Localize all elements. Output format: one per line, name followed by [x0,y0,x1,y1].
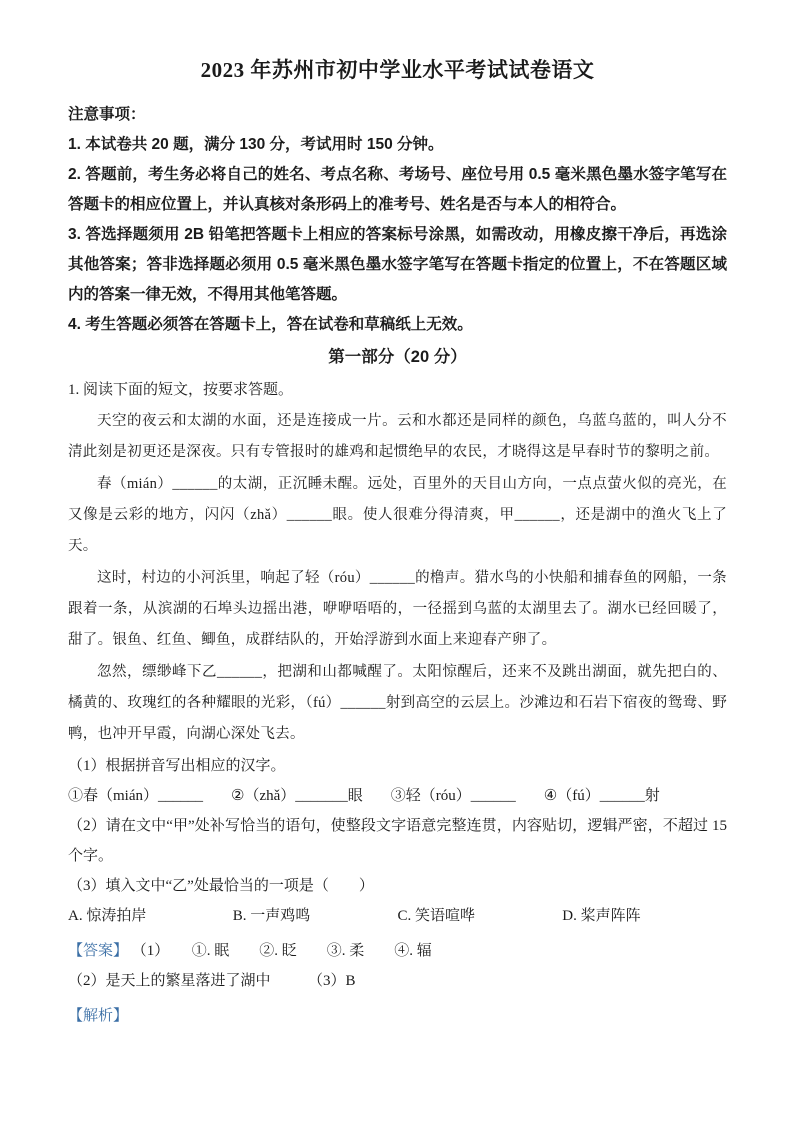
passage-paragraph-1: 天空的夜云和太湖的水面，还是连接成一片。云和水都还是同样的颜色，乌蓝乌蓝的，叫人分不清此刻是初更还是深夜。只有专管报时的雄鸡和起惯绝早的农民，才晓得这是早春时节的黎明之前。 [68,413,727,460]
page-title: 2023 年苏州市初中学业水平考试试卷语文 [200,58,595,82]
option-a: A. 惊涛拍岸 [68,908,147,924]
notice-heading: 注意事项： [68,106,146,123]
passage-paragraph-3: 这时，村边的小河浜里，响起了轻（róu）______的橹声。猎水鸟的小快船和捕春鱼的网船，一条跟着一条，从滨湖的石埠头边摇出港，咿咿唔唔的，一径摇到乌蓝的太湖里去了。湖水已经回暖了，甜了。银鱼、红鱼、鲫鱼，成群结队的，开始浮游到水面上来迎春产卵了。 [68,570,727,648]
answer-content-1: （1） ①. 眠 ②. 眨 ③. 柔 ④. 辐 [131,943,432,959]
answer-line-2: （2）是天上的繁星落进了湖中 （3）B [68,973,356,989]
option-c: C. 笑语喧哗 [397,908,476,924]
analysis-label-line [68,1001,727,1031]
notice-item-4: 4. 考生答题必须答在答题卡上，答在试卷和草稿纸上无效。 [68,316,473,333]
option-d: D. 桨声阵阵 [562,908,641,924]
passage-paragraph-4: 忽然，缥缈峰下乙______，把湖和山都喊醒了。太阳惊醒后，还来不及跳出湖面，就先把白的、橘黄的、玫瑰红的各种耀眼的光彩，（fú）______射到高空的云层上。沙滩边和石岩下宿夜的鸳鸯、野鸭，也冲开早霞，向湖心深处飞去。 [68,664,727,742]
notice-item-3: 3. 答选择题须用 2B 铅笔把答题卡上相应的答案标号涂黑，如需改动，用橡皮擦干净后，再选涂其他答案；答非选择题必须用 0.5 毫米黑色墨水签字笔写在答题卡指定的位置上，不在答题区域内的答案一律无效，不得用其他笔答题。 [68,226,727,303]
section-heading: 第一部分（20 分） [328,348,467,366]
subquestion-3: （3）填入文中“乙”处最恰当的一项是（ ） [68,878,374,894]
pinyin-item-2: ②（zhǎ）_______眼 [231,788,363,804]
pinyin-item-1: ①春（mián）______ [68,788,203,804]
analysis-label: 【解析】 [68,1008,129,1024]
question-stem: 1. 阅读下面的短文，按要求答题。 [68,382,294,398]
answer-label: 【答案】 [68,943,129,959]
answer-line-1 [68,936,727,966]
pinyin-item-4: ④（fú）______射 [543,788,660,804]
subquestion-2: （2）请在文中“甲”处补写恰当的语句，使整段文字语意完整连贯，内容贴切，逻辑严密，不超过 15 个字。 [68,818,727,864]
passage-paragraph-2: 春（mián）______的太湖，正沉睡未醒。远处，百里外的天目山方向，一点点萤火似的亮光，在又像是云彩的地方，闪闪（zhǎ）______眼。使人很难分得清爽，甲______，还是湖中的渔火飞上了天。 [68,476,727,554]
options-row [68,901,727,931]
option-b: B. 一声鸡鸣 [232,908,311,924]
notice-item-1: 1. 本试卷共 20 题，满分 130 分，考试用时 150 分钟。 [68,136,444,153]
pinyin-item-3: ③轻（róu）______ [390,788,516,804]
reading-passage [68,406,727,750]
notice-item-2: 2. 答题前，考生务必将自己的姓名、考点名称、考场号、座位号用 0.5 毫米黑色墨水签字笔写在答题卡的相应位置上，并认真核对条形码上的准考号、姓名是否与本人的相符合。 [68,166,727,213]
pinyin-blank-row [68,781,727,811]
subquestion-1: （1）根据拼音写出相应的汉字。 [68,758,286,774]
